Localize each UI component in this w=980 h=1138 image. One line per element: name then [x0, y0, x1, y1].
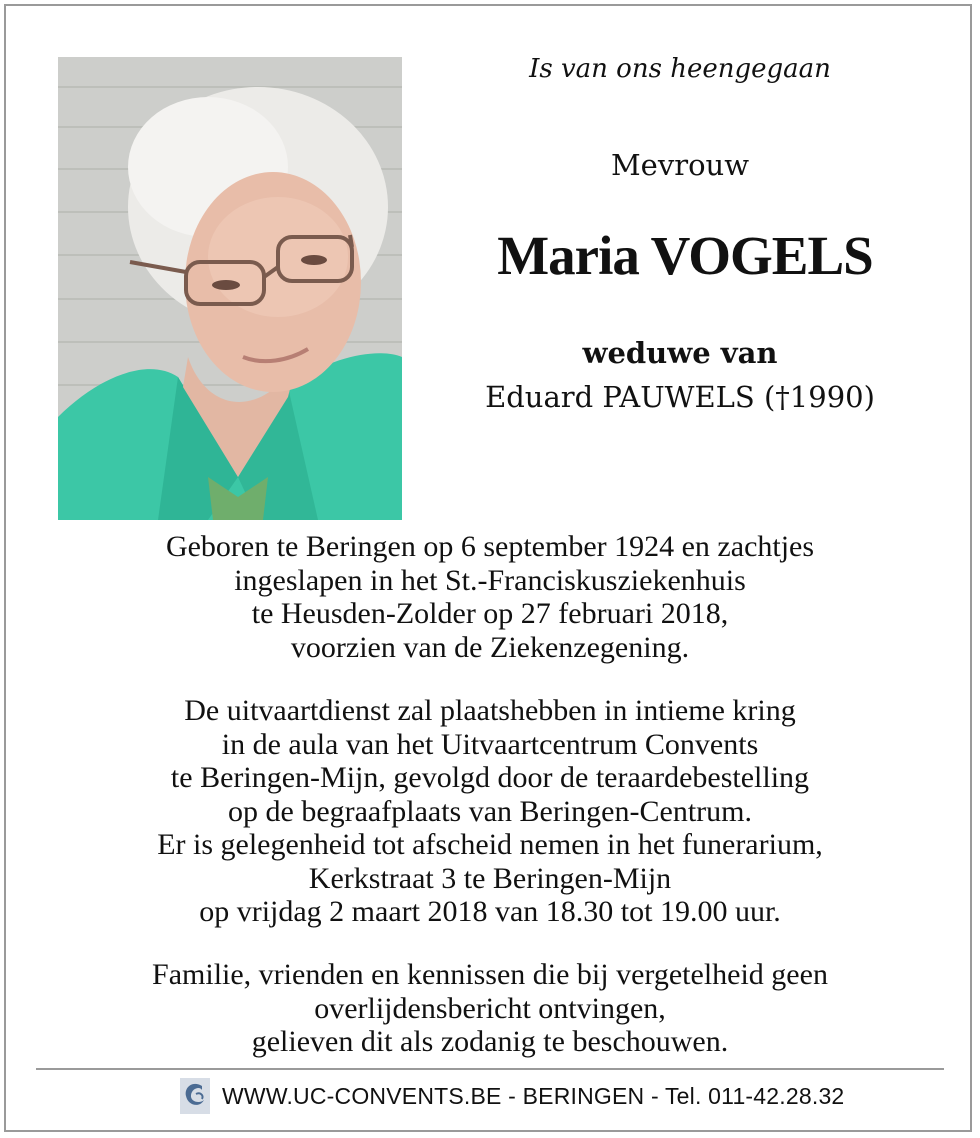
footer-contact[interactable]: WWW.UC-CONVENTS.BE - BERINGEN - Tel. 011-42.28.32 — [222, 1082, 845, 1109]
birth-death-paragraph — [40, 530, 940, 664]
portrait-photo — [58, 57, 402, 520]
paragraph-line: Er is gelegenheid tot afscheid nemen in het funerarium, — [157, 828, 823, 861]
honorific-title: Mevrouw — [610, 148, 750, 182]
intro-text: Is van ons heengegaan — [529, 54, 831, 84]
closing-paragraph — [40, 958, 940, 1059]
funeral-paragraph — [40, 694, 940, 929]
footer-divider — [36, 1068, 944, 1070]
paragraph-line: overlijdensbericht ontvingen, — [314, 991, 666, 1025]
funeral-home-logo-icon — [180, 1078, 210, 1114]
footer — [180, 1076, 844, 1116]
paragraph-line: te Heusden-Zolder op 27 februari 2018, — [251, 597, 729, 630]
paragraph-line: te Beringen-Mijn, gevolgd door de teraardebestelling — [170, 761, 810, 794]
paragraph-line: Familie, vrienden en kennissen die bij vergetelheid geen — [152, 958, 828, 991]
paragraph-line: in de aula van het Uitvaartcentrum Convents — [221, 727, 759, 761]
paragraph-line: op vrijdag 2 maart 2018 van 18.30 tot 19.00 uur. — [199, 895, 781, 928]
deceased-name: Maria VOGELS — [497, 225, 873, 286]
paragraph-line: De uitvaartdienst zal plaatshebben in intieme kring — [184, 694, 796, 727]
paragraph-line: voorzien van de Ziekenzegening. — [290, 630, 690, 664]
paragraph-line: op de begraafplaats van Beringen-Centrum. — [228, 794, 752, 828]
paragraph-line: ingeslapen in het St.-Franciskusziekenhuis — [234, 563, 746, 597]
paragraph-line: gelieven dit als zodanig te beschouwen. — [251, 1025, 729, 1058]
spouse-label: weduwe van — [582, 336, 778, 370]
spouse-name: Eduard PAUWELS (†1990) — [485, 380, 875, 414]
paragraph-line: Kerkstraat 3 te Beringen-Mijn — [308, 861, 672, 895]
paragraph-line: Geboren te Beringen op 6 september 1924 en zachtjes — [165, 530, 815, 563]
